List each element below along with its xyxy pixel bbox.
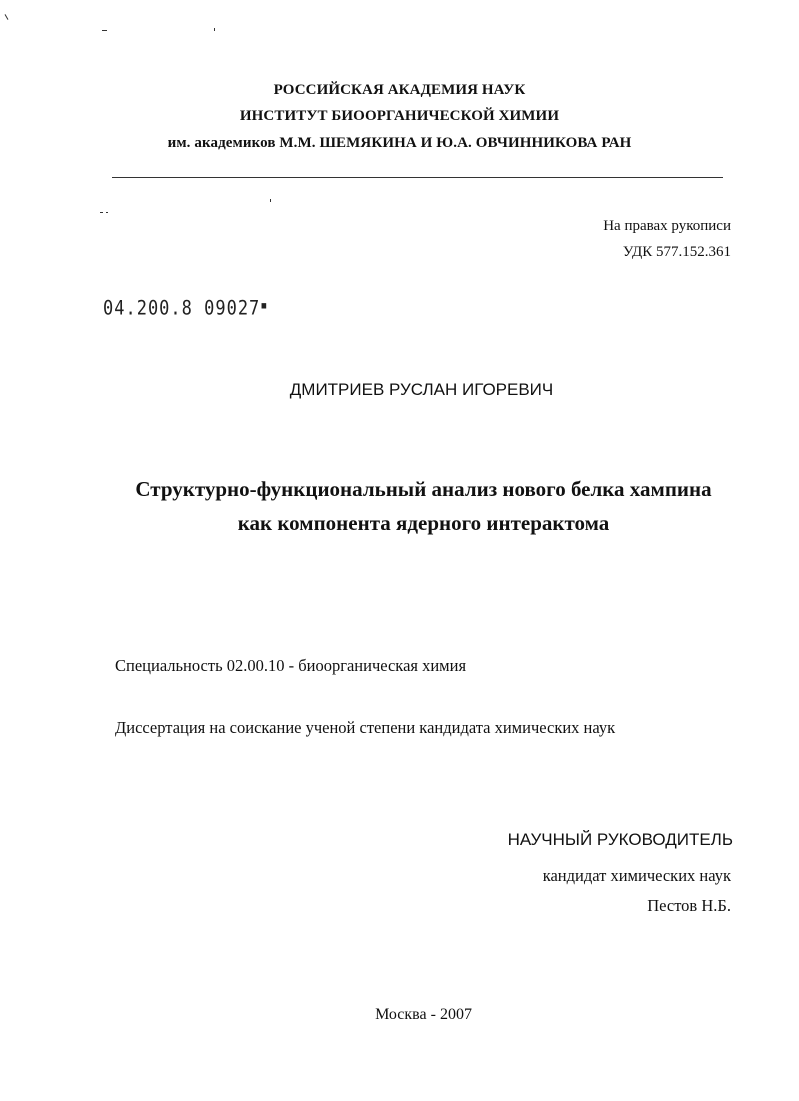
registration-stamp: [103, 297, 269, 320]
scan-speck: [106, 212, 108, 213]
supervisor-heading: НАУЧНЫЙ РУКОВОДИТЕЛЬ: [507, 830, 733, 849]
stamp-mark: ▪: [260, 297, 269, 314]
dissertation-title-line-1: Структурно-функциональный анализ нового белка хампина: [135, 477, 712, 501]
manuscript-rights-note: На правах рукописи: [603, 218, 731, 234]
udc-code: УДК 577.152.361: [622, 244, 731, 260]
registration-stamp-number: 04.200.8 09027: [103, 297, 261, 320]
scan-speck: [5, 14, 9, 20]
scan-speck: [102, 30, 107, 31]
header-divider: [112, 177, 723, 178]
specialty: Специальность 02.00.10 - биоорганическая химия: [115, 656, 467, 675]
institute-namesake: им. академиков М.М. ШЕМЯКИНА И Ю.А. ОВЧИННИКОВА РАН: [167, 135, 632, 151]
institute-name: ИНСТИТУТ БИООРГАНИЧЕСКОЙ ХИМИИ: [239, 108, 560, 124]
scan-speck: [100, 212, 103, 213]
place-and-year: Москва - 2007: [375, 1006, 472, 1023]
dissertation-type: Диссертация на соискание ученой степени кандидата химических наук: [115, 718, 616, 737]
scan-speck: [214, 28, 215, 31]
author-name: ДМИТРИЕВ РУСЛАН ИГОРЕВИЧ: [289, 380, 554, 399]
supervisor-degree: кандидат химических наук: [542, 866, 731, 885]
dissertation-title-line-2: как компонента ядерного интерактома: [237, 511, 610, 535]
scan-speck: [270, 199, 271, 202]
supervisor-name: Пестов Н.Б.: [647, 896, 731, 915]
academy-name: РОССИЙСКАЯ АКАДЕМИЯ НАУК: [273, 82, 526, 98]
